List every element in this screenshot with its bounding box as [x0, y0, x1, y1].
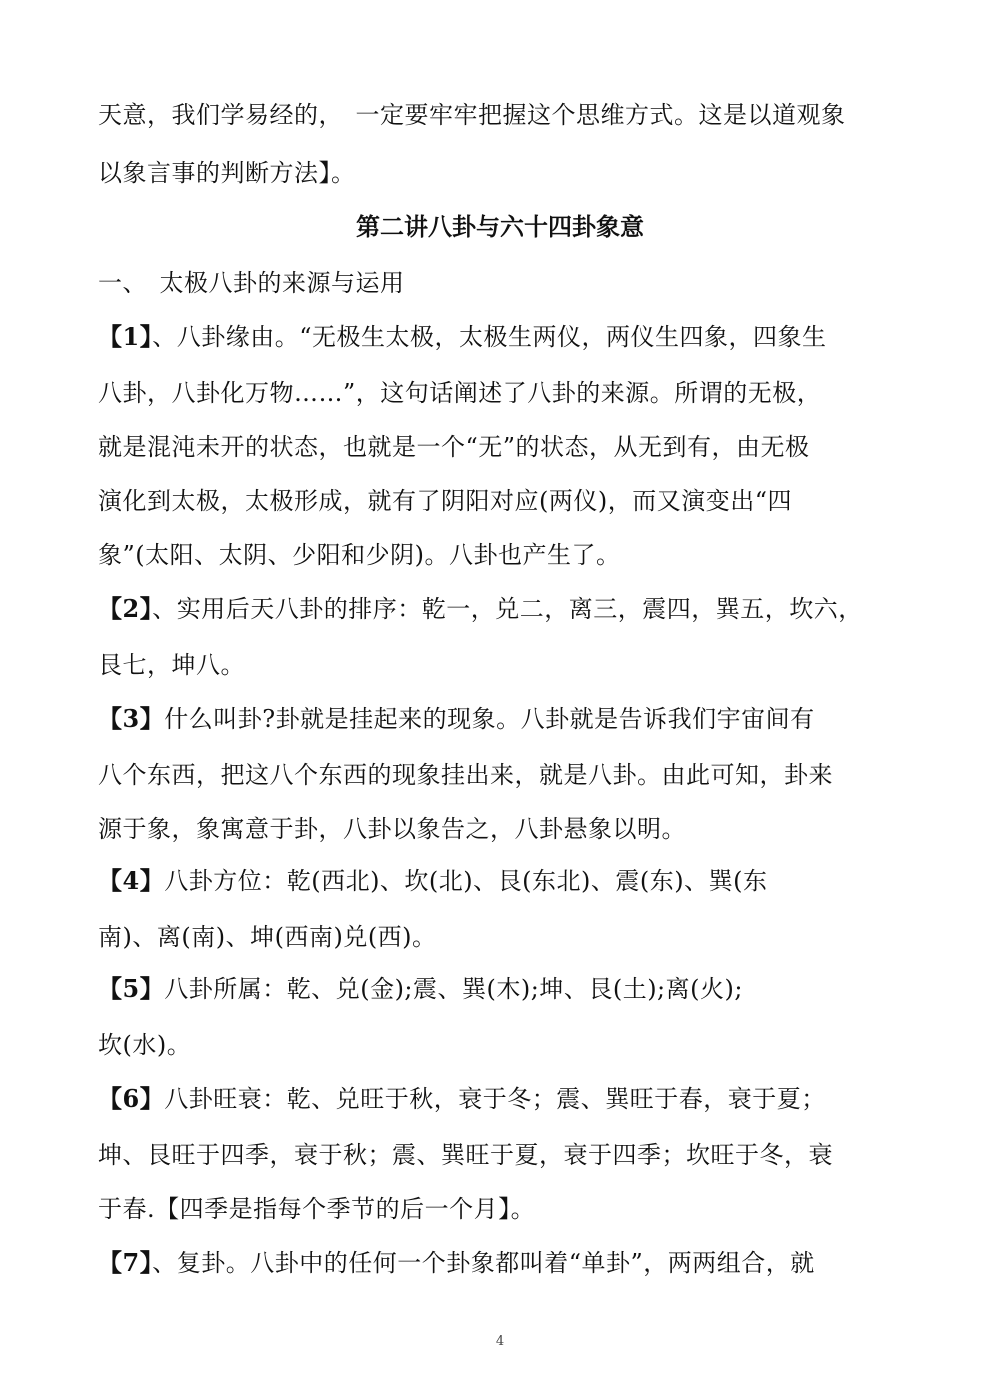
item-1-line [98, 322, 828, 352]
item-4-line: 南)、离(南)、坤(西南)兑(西)。 [98, 923, 437, 951]
item-text: 八卦方位：乾(西北)、坎(北)、艮(东北)、震(东)、巽(东 [164, 867, 768, 895]
item-4-line [98, 866, 828, 896]
item-marker: 【3】 [98, 704, 165, 733]
item-1-line: 象”(太阳、太阴、少阳和少阴)。八卦也产生了。 [98, 541, 621, 569]
item-marker: 【4】 [98, 866, 165, 895]
item-text: 什么叫卦?卦就是挂起来的现象。八卦就是告诉我们宇宙间有 [164, 705, 815, 733]
item-text: 八卦所属：乾、兑(金);震、巽(木);坤、艮(土);离(火); [164, 975, 743, 1003]
item-2-line [98, 594, 863, 624]
item-2-line: 艮七，坤八。 [98, 651, 245, 679]
item-6-line: 坤、艮旺于四季，衰于秋；震、巽旺于夏，衰于四季；坎旺于冬，衰 [98, 1141, 833, 1169]
item-3-line: 八个东西，把这八个东西的现象挂出来，就是八卦。由此可知，卦来 [98, 761, 833, 789]
item-text: 、复卦。八卦中的任何一个卦象都叫着“单卦”，两两组合，就 [152, 1249, 815, 1277]
item-marker: 【5】 [98, 974, 165, 1003]
item-6-line [98, 1084, 828, 1114]
item-5-line [98, 974, 828, 1004]
item-text: 八卦旺衰：乾、兑旺于秋，衰于冬；震、巽旺于春，衰于夏； [164, 1085, 826, 1113]
item-3-line: 源于象，象寓意于卦，八卦以象告之，八卦悬象以明。 [98, 815, 686, 843]
item-1-line: 八卦，八卦化万物……”，这句话阐述了八卦的来源。所谓的无极， [98, 379, 822, 407]
item-1-line: 演化到太极，太极形成，就有了阴阳对应(两仪)，而又演变出“四 [98, 487, 792, 515]
item-5-line: 坎(水)。 [98, 1031, 192, 1059]
item-7-line [98, 1248, 828, 1278]
item-marker: 【1】 [98, 322, 153, 351]
item-text: 、实用后天八卦的排序：乾一，兑二，离三，震四，巽五，坎六， [152, 595, 863, 623]
page-number: 4 [495, 1334, 505, 1349]
item-3-line [98, 704, 828, 734]
item-marker: 【6】 [98, 1084, 165, 1113]
item-6-line: 于春.【四季是指每个季节的后一个月】。 [98, 1195, 536, 1223]
item-marker: 【2】 [98, 594, 153, 623]
chapter-title: 第二讲八卦与六十四卦象意 [356, 212, 644, 241]
intro-line: 天意，我们学易经的， 一定要牢牢把握这个思维方式。这是以道观象 [98, 101, 846, 129]
intro-line: 以象言事的判断方法】。 [98, 159, 356, 187]
item-marker: 【7】 [98, 1248, 153, 1277]
section-heading: 一、 太极八卦的来源与运用 [98, 269, 405, 297]
item-text: 、八卦缘由。“无极生太极，太极生两仪，两仪生四象，四象生 [152, 323, 827, 351]
item-1-line: 就是混沌未开的状态，也就是一个“无”的状态，从无到有，由无极 [98, 433, 810, 461]
